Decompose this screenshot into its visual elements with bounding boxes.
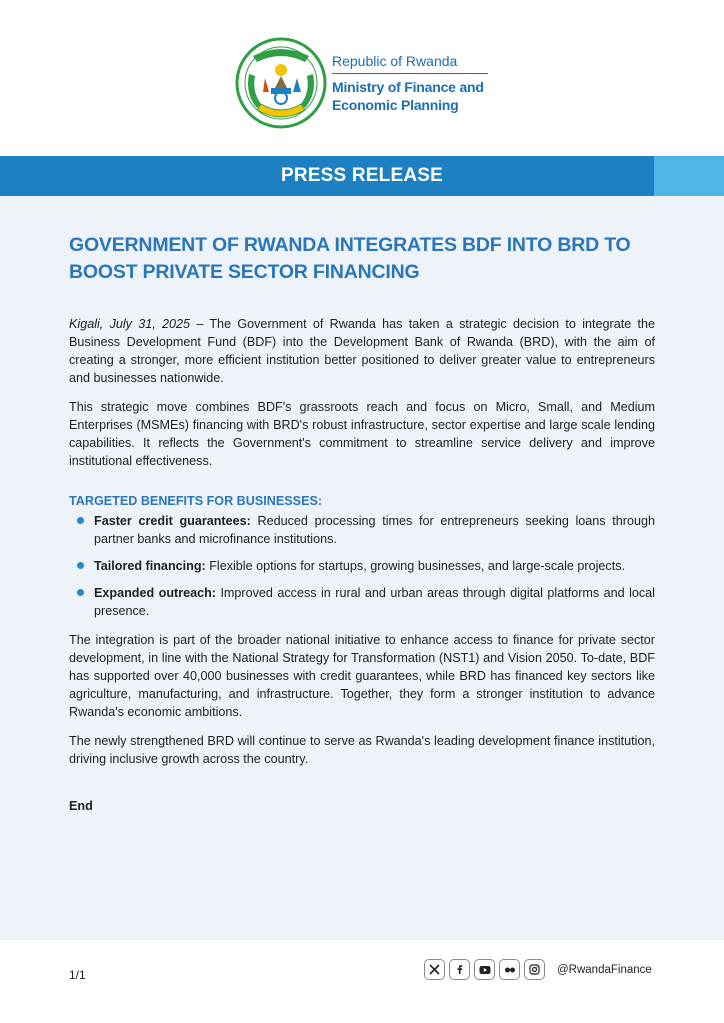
youtube-icon[interactable] (474, 959, 495, 980)
benefit-title: Expanded outreach: (94, 586, 216, 600)
benefit-title: Tailored financing: (94, 559, 206, 573)
article-content (69, 232, 655, 815)
paragraph-strategy: This strategic move combines BDF's grassroots reach and focus on Micro, Small, and Medium Enterprises (MSMEs) financing with BRD's robust infrastructure, sector expertise and large scale lending capabilities. It reflects the Government's commitment to streamline service delivery and improve institutional effectiveness. (69, 400, 655, 468)
dateline: Kigali, July 31, 2025 (69, 317, 191, 331)
end-marker: End (69, 799, 93, 813)
benefit-title: Faster credit guarantees: (94, 514, 251, 528)
republic-label: Republic of Rwanda (332, 53, 458, 69)
headline-line1: GOVERNMENT OF RWANDA INTEGRATES BDF INTO BRD TO (69, 234, 631, 256)
ministry-name-line1: Ministry of Finance and (332, 79, 484, 95)
rwanda-seal-icon (235, 34, 327, 132)
ministry-name-line2: Economic Planning (332, 97, 459, 113)
bullet-icon (77, 589, 84, 596)
bullet-icon (77, 562, 84, 569)
benefit-text: Flexible options for startups, growing businesses, and large-scale projects. (205, 559, 626, 573)
list-item (69, 557, 655, 575)
paragraph-intro (69, 315, 655, 387)
social-links (424, 959, 545, 980)
ministry-name-block (332, 52, 492, 114)
flickr-icon[interactable] (499, 959, 520, 980)
instagram-icon[interactable] (524, 959, 545, 980)
banner-title: PRESS RELEASE (280, 165, 444, 186)
list-item (69, 512, 655, 548)
footer (0, 940, 724, 1023)
benefits-list (69, 512, 655, 620)
list-item (69, 584, 655, 620)
bullet-icon (77, 517, 84, 524)
letterhead (0, 0, 724, 156)
divider (332, 73, 488, 74)
headline (69, 232, 655, 286)
press-release-banner (0, 156, 724, 196)
headline-line2: BOOST PRIVATE SECTOR FINANCING (69, 261, 420, 283)
benefit-text: Improved access in rural and urban areas through digital platforms and local presence. (94, 586, 655, 618)
x-icon[interactable] (424, 959, 445, 980)
intro-text: – The Government of Rwanda has taken a strategic decision to integrate the Business Development Fund (BDF) into the Development Bank of Rwanda (BRD), with the aim of creating a stronger, more efficient institution better positioned to deliver greater value to entrepreneurs and businesses nationwide. (69, 317, 655, 385)
page-number: 1/1 (69, 968, 86, 982)
benefits-heading: TARGETED BENEFITS FOR BUSINESSES: (69, 494, 323, 508)
paragraph-conclusion: The newly strengthened BRD will continue to serve as Rwanda's leading development finance institution, driving inclusive growth across the country. (69, 734, 655, 766)
social-handle[interactable]: @RwandaFinance (557, 964, 652, 976)
benefit-text: Reduced processing times for entrepreneurs seeking loans through partner banks and microfinance institutions. (94, 514, 655, 546)
facebook-icon[interactable] (449, 959, 470, 980)
article-body (0, 196, 724, 940)
paragraph-integration: The integration is part of the broader national initiative to enhance access to finance for private sector development, in line with the National Strategy for Transformation (NST1) and Vision 2050. To-date, BDF has supported over 40,000 businesses with credit guarantees, while BRD has financed key sectors like agriculture, manufacturing, and infrastructure. Together, they form a stronger institution to advance Rwanda's economic ambitions. (69, 633, 655, 719)
